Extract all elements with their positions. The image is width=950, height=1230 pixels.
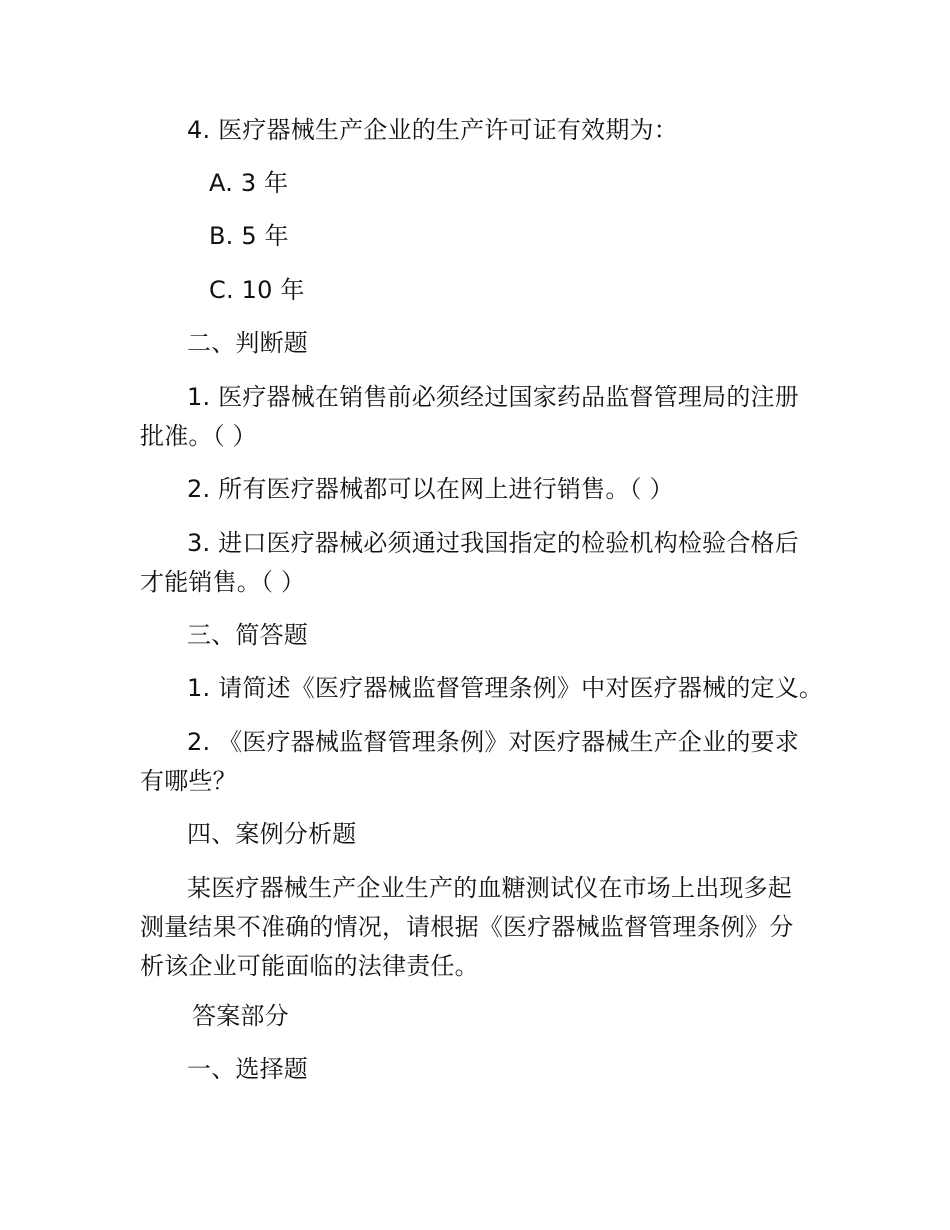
judge-q1-line1: 1. 医疗器械在销售前必须经过国家药品监督管理局的注册 [187,383,799,411]
short-answer-q2-line2: 有哪些？ [140,767,237,795]
question-4-option-a: A. 3 年 [209,169,289,197]
section-3-heading: 三、简答题 [187,621,308,649]
case-analysis-line2: 测量结果不准确的情况，请根据《医疗器械监督管理条例》分 [140,913,794,941]
short-answer-q1: 1. 请简述《医疗器械监督管理条例》中对医疗器械的定义。 [187,674,824,702]
section-2-heading: 二、判断题 [187,329,308,357]
answers-section-1-heading: 一、选择题 [187,1055,308,1083]
section-4-heading: 四、案例分析题 [187,820,357,848]
judge-q3-line1: 3. 进口医疗器械必须通过我国指定的检验机构检验合格后 [187,529,799,557]
judge-q1-line2: 批准。（ ） [140,422,257,450]
case-analysis-line1: 某医疗器械生产企业生产的血糖测试仪在市场上出现多起 [187,874,792,902]
case-analysis-line3: 析该企业可能面临的法律责任。 [140,952,479,980]
question-4-stem: 4. 医疗器械生产企业的生产许可证有效期为： [187,116,678,144]
question-4-option-b: B. 5 年 [209,222,289,250]
answers-heading: 答案部分 [192,1002,289,1030]
judge-q3-line2: 才能销售。（ ） [140,568,306,596]
judge-q2: 2. 所有医疗器械都可以在网上进行销售。（ ） [187,475,674,503]
short-answer-q2-line1: 2. 《医疗器械监督管理条例》对医疗器械生产企业的要求 [187,728,799,756]
question-4-option-c: C. 10 年 [209,276,305,304]
